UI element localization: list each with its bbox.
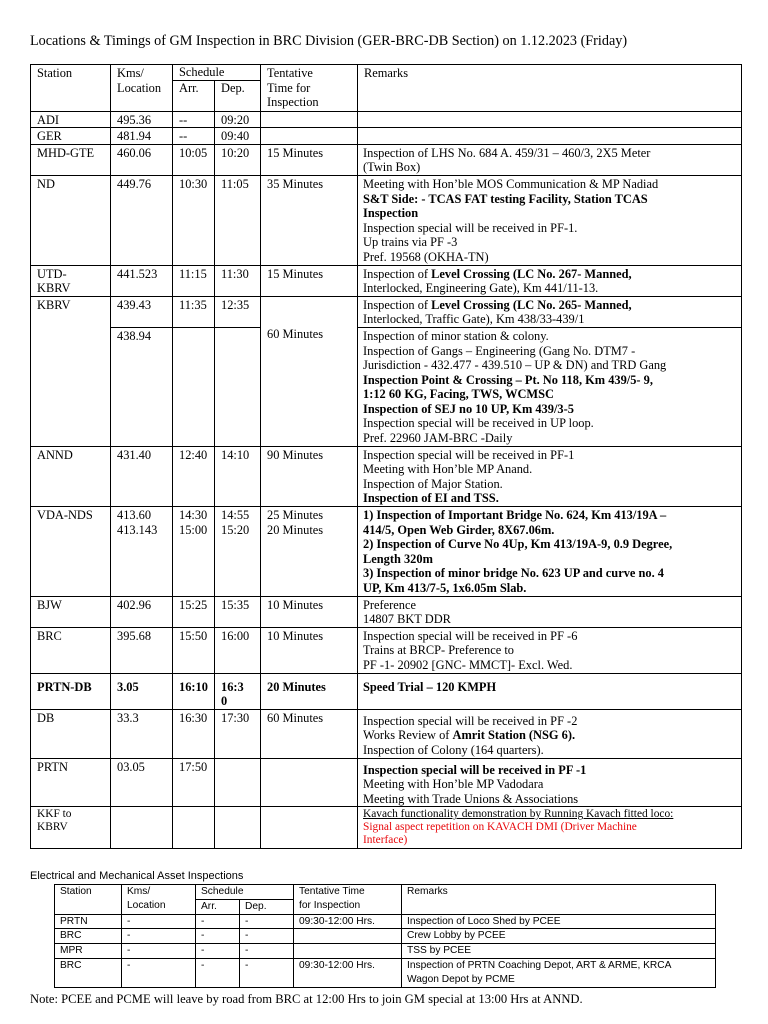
cell-time: 35 Minutes [261, 175, 358, 265]
header-station: Station [55, 885, 122, 915]
remark-line: Inspection [363, 206, 419, 221]
cell-kms: 441.523 [111, 265, 173, 296]
table-row [31, 709, 742, 758]
cell-dep [215, 807, 261, 849]
cell-remarks: Crew Lobby by PCEE [402, 929, 716, 944]
remark-line: Inspection Point & Crossing – Pt. No 118, Km 439/5- 9, [363, 372, 653, 387]
cell-kms: 33.3 [111, 709, 173, 758]
remark-line: Inspection of Gangs – Engineering (Gang No. DTM7 - [363, 343, 636, 358]
remark-line: Inspection of SEJ no 10 UP, Km 439/3-5 [363, 401, 574, 416]
cell-station: ND [31, 175, 111, 265]
remark-line: Pref. 22960 JAM-BRC -Daily [363, 431, 513, 446]
cell-arr: 11:15 [173, 265, 215, 296]
cell-time: 60 Minutes [261, 296, 358, 446]
cell-dep: 14:10 [215, 446, 261, 506]
cell-arr [173, 807, 215, 849]
cell-remarks [358, 144, 742, 175]
cell-arr: 12:40 [173, 446, 215, 506]
remark-line: Meeting with Trade Unions & Associations [363, 791, 579, 806]
remark-line: Meeting with Hon’ble MP Vadodara [363, 777, 544, 792]
cell-kms: 03.05 [111, 758, 173, 807]
cell-station: PRTN [55, 914, 122, 929]
remark-line-red: Signal aspect repetition on KAVACH DMI (Driver Machine [363, 820, 637, 833]
remark-line-red: Interface) [363, 833, 408, 846]
remark-line: Meeting with Hon’ble MOS Communication & MP Nadiad [363, 176, 659, 191]
cell-remarks [358, 111, 742, 128]
cell-kms: 439.43 [111, 296, 173, 327]
cell-remarks [358, 507, 742, 597]
table-row [31, 758, 742, 807]
remark-line: Inspection special will be received in PF -1 [363, 762, 587, 777]
remark-line: Jurisdiction - 432.477 - 439.510 – UP & DN) and TRD Gang [363, 358, 667, 373]
cell-remarks: Inspection of Level Crossing (LC No. 267- Manned, Interlocked, Engineering Gate), Km 441/11-13. [358, 265, 742, 296]
cell-station: ADI [31, 111, 111, 128]
cell-time: 90 Minutes [261, 446, 358, 506]
cell-remarks [358, 596, 742, 627]
cell-dep [215, 758, 261, 807]
cell-dep: - [240, 929, 294, 944]
cell-remarks [358, 627, 742, 673]
cell-remarks [358, 175, 742, 265]
cell-arr: 15:50 [173, 627, 215, 673]
cell-kms [111, 807, 173, 849]
asset-inspection-table [54, 884, 716, 988]
remark-line: (Twin Box) [363, 160, 421, 175]
cell-arr: - [196, 929, 240, 944]
table-header-row [55, 885, 716, 900]
header-schedule: Schedule [173, 65, 261, 81]
cell-kms: 495.36 [111, 111, 173, 128]
cell-arr: - [196, 958, 240, 987]
table-row [55, 958, 716, 987]
cell-kms: 413.60 413.143 [111, 507, 173, 597]
gm-inspection-table [30, 64, 742, 849]
cell-kms: 449.76 [111, 175, 173, 265]
footer-note: Note: PCEE and PCME will leave by road from BRC at 12:00 Hrs to join GM special at 13:00 Hrs at ANND. [30, 992, 583, 1006]
cell-dep: - [240, 914, 294, 929]
cell-arr: -- [173, 111, 215, 128]
table-row [31, 627, 742, 673]
section-title-asset-inspections: Electrical and Mechanical Asset Inspections [30, 870, 244, 882]
remark-line: 1:12 60 KG, Facing, TWS, WCMSC [363, 387, 554, 402]
cell-time [294, 944, 402, 959]
cell-station: VDA-NDS [31, 507, 111, 597]
remark-line: Pref. 19568 (OKHA-TN) [363, 249, 489, 264]
cell-remarks: Inspection of Loco Shed by PCEE [402, 914, 716, 929]
remark-line: Inspection of Major Station. [363, 476, 503, 491]
cell-remarks [358, 807, 742, 849]
remark-line: Preference [363, 597, 416, 612]
remark-line: Meeting with Hon’ble MP Anand. [363, 462, 533, 477]
cell-dep: 12:35 [215, 296, 261, 327]
cell-arr: - [196, 944, 240, 959]
cell-station: GER [31, 128, 111, 145]
header-arr: Arr. [196, 899, 240, 914]
cell-dep: 15:35 [215, 596, 261, 627]
cell-dep: - [240, 958, 294, 987]
cell-remarks [358, 446, 742, 506]
remark-line: 2) Inspection of Curve No 4Up, Km 413/19A-9, 0.9 Degree, [363, 537, 673, 552]
cell-dep: 11:30 [215, 265, 261, 296]
header-kms-location: Kms/ Location [111, 65, 173, 112]
cell-arr: 14:30 15:00 [173, 507, 215, 597]
cell-dep: 14:55 15:20 [215, 507, 261, 597]
remark-line: UP, Km 413/7-5, 1x6.05m Slab. [363, 581, 527, 595]
cell-remarks: Inspection of Level Crossing (LC No. 265- Manned, Interlocked, Traffic Gate), Km 438/33-439/1 [358, 296, 742, 327]
page-title: Locations & Timings of GM Inspection in BRC Division (GER-BRC-DB Section) on 1.12.2023 (Friday) [30, 33, 628, 49]
header-station: Station [31, 65, 111, 112]
cell-dep: 09:40 [215, 128, 261, 145]
cell-time: 10 Minutes [261, 596, 358, 627]
table-row [31, 327, 742, 446]
cell-station: BRC [55, 958, 122, 987]
cell-remarks: Inspection of PRTN Coaching Depot, ART & ARME, KRCA Wagon Depot by PCME [402, 958, 716, 987]
cell-station: MPR [55, 944, 122, 959]
cell-remarks: TSS by PCEE [402, 944, 716, 959]
cell-kms: 3.05 [111, 673, 173, 709]
header-kms-location: Kms/ Location [122, 885, 196, 915]
remark-line: 1) Inspection of Important Bridge No. 624, Km 413/19A – [363, 508, 667, 523]
remark-line: 14807 BKT DDR [363, 612, 451, 627]
remark-line: Inspection of LHS No. 684 A. 459/31 – 460/3, 2X5 Meter [363, 145, 651, 160]
table-row [31, 807, 742, 849]
header-dep: Dep. [240, 899, 294, 914]
remark-line: PF -1- 20902 [GNC- MMCT]- Excl. Wed. [363, 657, 573, 672]
cell-kms: 431.40 [111, 446, 173, 506]
cell-remarks [358, 758, 742, 807]
cell-arr [173, 327, 215, 446]
remark-line: S&T Side: - TCAS FAT testing Facility, Station TCAS [363, 191, 648, 206]
cell-time [261, 128, 358, 145]
cell-kms: 402.96 [111, 596, 173, 627]
cell-station: KBRV [31, 296, 111, 446]
table-row [31, 265, 742, 296]
table-row [55, 944, 716, 959]
cell-kms: - [122, 914, 196, 929]
table-row [31, 507, 742, 597]
cell-kms: - [122, 958, 196, 987]
header-schedule: Schedule [196, 885, 294, 900]
cell-dep: 10:20 [215, 144, 261, 175]
cell-station: ANND [31, 446, 111, 506]
remark-line: Inspection special will be received in PF-1 [363, 447, 575, 462]
cell-station: MHD-GTE [31, 144, 111, 175]
table-row [55, 914, 716, 929]
header-arr: Arr. [173, 80, 215, 111]
cell-kms: - [122, 929, 196, 944]
cell-station: DB [31, 709, 111, 758]
cell-kms: 460.06 [111, 144, 173, 175]
cell-time: 15 Minutes [261, 265, 358, 296]
table-row [31, 296, 742, 327]
cell-remarks [358, 673, 742, 709]
table-row [31, 111, 742, 128]
cell-dep: 16:3 0 [215, 673, 261, 709]
cell-remarks: Inspection special will be received in PF -2 Works Review of Amrit Station (NSG 6). Inspection of Colony (164 quarters). [358, 709, 742, 758]
cell-station: UTD- KBRV [31, 265, 111, 296]
remark-line: 3) Inspection of minor bridge No. 623 UP and curve no. 4 [363, 566, 664, 581]
cell-kms: - [122, 944, 196, 959]
cell-arr: 17:50 [173, 758, 215, 807]
cell-station: PRTN-DB [31, 673, 111, 709]
cell-arr: - [196, 914, 240, 929]
remark-line: Inspection special will be received in PF -6 [363, 628, 578, 643]
remark-line: Length 320m [363, 551, 433, 566]
header-tentative-time: Tentative Time for Inspection [261, 65, 358, 112]
cell-station: KKF to KBRV [31, 807, 111, 849]
table-row [31, 446, 742, 506]
cell-dep: 11:05 [215, 175, 261, 265]
cell-arr: 10:30 [173, 175, 215, 265]
table-row [31, 128, 742, 145]
cell-arr: -- [173, 128, 215, 145]
header-remarks: Remarks [358, 65, 742, 112]
cell-time: 20 Minutes [261, 673, 358, 709]
cell-time: 09:30-12:00 Hrs. [294, 958, 402, 987]
cell-dep: - [240, 944, 294, 959]
remark-line: Speed Trial – 120 KMPH [363, 679, 497, 694]
cell-remarks [358, 327, 742, 446]
cell-time: 09:30-12:00 Hrs. [294, 914, 402, 929]
remark-line: 414/5, Open Web Girder, 8X67.06m. [363, 522, 555, 537]
cell-station: BRC [55, 929, 122, 944]
cell-dep: 09:20 [215, 111, 261, 128]
cell-station: PRTN [31, 758, 111, 807]
cell-arr: 16:10 [173, 673, 215, 709]
cell-dep: 16:00 [215, 627, 261, 673]
remark-line: Inspection of EI and TSS. [363, 491, 499, 506]
cell-arr: 11:35 [173, 296, 215, 327]
cell-kms: 481.94 [111, 128, 173, 145]
cell-time: 15 Minutes [261, 144, 358, 175]
remark-line: Trains at BRCP- Preference to [363, 643, 514, 658]
header-tentative-time: Tentative Time for Inspection [294, 885, 402, 915]
cell-time [261, 111, 358, 128]
cell-station: BJW [31, 596, 111, 627]
cell-time: 10 Minutes [261, 627, 358, 673]
cell-arr: 15:25 [173, 596, 215, 627]
cell-arr: 10:05 [173, 144, 215, 175]
header-dep: Dep. [215, 80, 261, 111]
table-row [55, 929, 716, 944]
table-row [31, 596, 742, 627]
cell-dep [215, 327, 261, 446]
cell-kms: 395.68 [111, 627, 173, 673]
remark-line: Inspection of minor station & colony. [363, 328, 549, 343]
table-row [31, 144, 742, 175]
table-row [31, 175, 742, 265]
remark-line: Kavach functionality demonstration by Running Kavach fitted loco: [363, 808, 674, 821]
header-remarks: Remarks [402, 885, 716, 915]
remark-line: Inspection special will be received in UP loop. [363, 416, 594, 431]
cell-kms: 438.94 [111, 327, 173, 446]
cell-time [261, 807, 358, 849]
cell-time: 25 Minutes 20 Minutes [261, 507, 358, 597]
cell-time [261, 758, 358, 807]
table-header-row [31, 65, 742, 81]
cell-arr: 16:30 [173, 709, 215, 758]
cell-time [294, 929, 402, 944]
table-row [31, 673, 742, 709]
cell-dep: 17:30 [215, 709, 261, 758]
cell-station: BRC [31, 627, 111, 673]
remark-line: Inspection special will be received in PF-1. [363, 220, 578, 235]
cell-remarks [358, 128, 742, 145]
remark-line: Up trains via PF -3 [363, 235, 458, 250]
cell-time: 60 Minutes [261, 709, 358, 758]
